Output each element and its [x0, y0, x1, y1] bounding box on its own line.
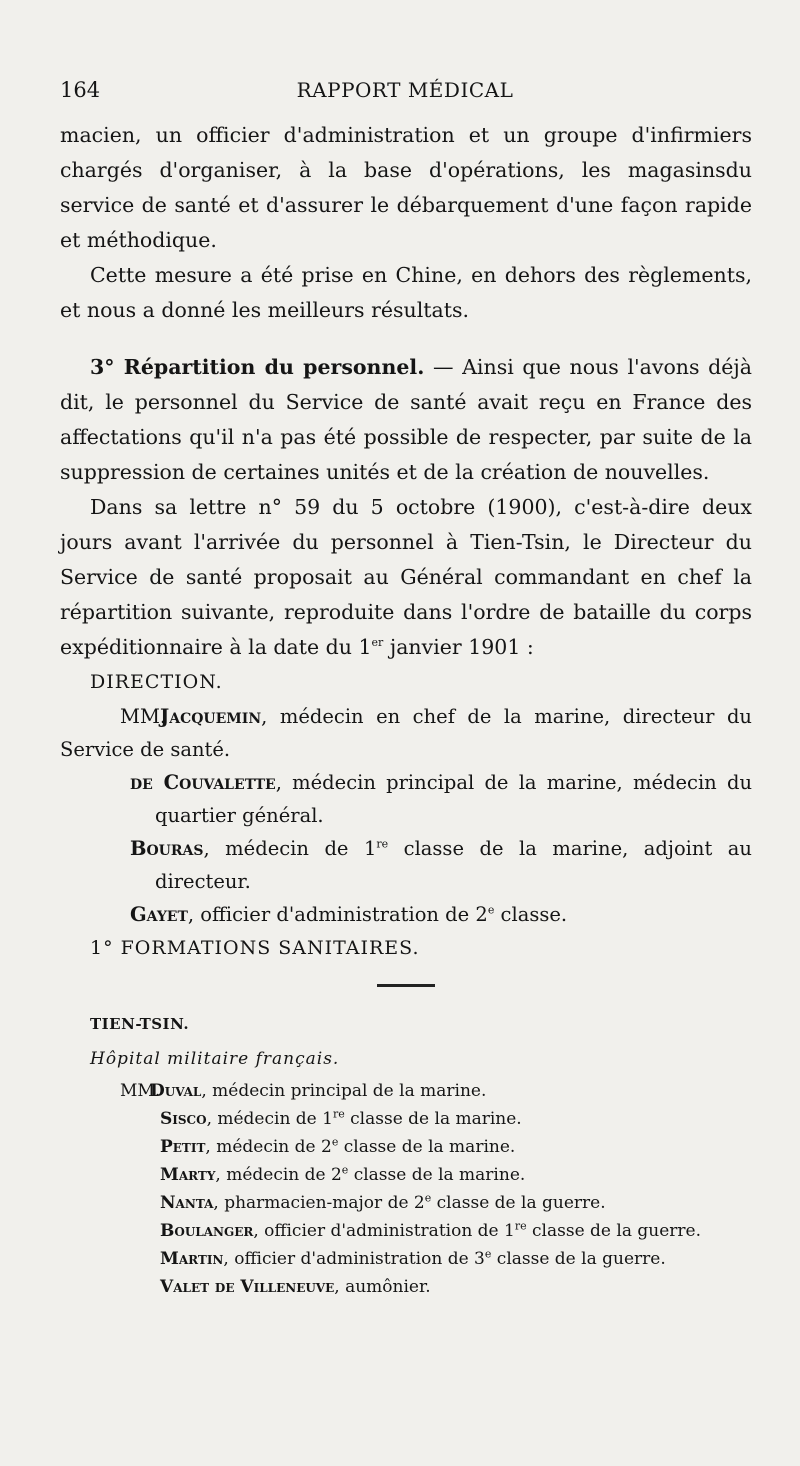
paragraph-4: Dans sa lettre n° 59 du 5 octobre (1900), c'est-à-dire deux jours avant l'arrivée du personnel à Tien-Tsin, le Directeur du Service de santé proposait au Général commandant en chef la répartition suivante, reproduite dans l'ordre de bataille du corps expéditionnaire à la date du 1er janvier 1901 :	[60, 495, 752, 659]
paragraph-3-text: — Ainsi que nous l'avons déjà dit, le personnel du Service de santé avait reçu en France des affectations qu'il n'a pas été possible de respecter, par suite de la suppression de certaines unités et de la création de nouvelles.	[60, 355, 752, 484]
staff-entry: Martin, officier d'administration de 3e classe de la guerre.	[160, 1247, 666, 1269]
paragraph-3	[60, 350, 752, 490]
hospital-heading: Hôpital militaire français.	[90, 1049, 340, 1069]
hospital-staff-list	[60, 1077, 752, 1301]
staff-entry: Petit, médecin de 2e classe de la marine.	[160, 1135, 516, 1157]
paragraph-1: macien, un officier d'administration et un groupe d'infirmiers chargés d'organiser, à la base d'opérations, les magasinsdu service de santé et d'assurer le débarquement d'une façon rapide et méthodique.	[60, 123, 752, 252]
direction-entry: Gayet, officier d'administration de 2e classe.	[130, 903, 568, 926]
staff-entry: Sisco, médecin de 1re classe de la marine.	[160, 1107, 522, 1129]
running-title: RAPPORT MÉDICAL	[296, 78, 514, 102]
mm-label: MM.	[120, 705, 167, 728]
direction-entry: MM.Jacquemin, médecin en chef de la marine, directeur du Service de santé.	[60, 700, 752, 766]
section-title: 3° Répartition du personnel.	[90, 355, 425, 379]
page-header	[60, 78, 750, 104]
mm-label: MM.	[120, 1081, 161, 1101]
city-heading: TIEN-TSIN.	[90, 1015, 190, 1033]
staff-entry: MM.Duval, médecin principal de la marine.	[60, 1077, 752, 1105]
direction-entry: Bouras, médecin de 1re classe de la marine, adjoint au directeur.	[130, 837, 752, 893]
page-number: 164	[60, 78, 101, 102]
paragraph-2: Cette mesure a été prise en Chine, en dehors des règlements, et nous a donné les meilleurs résultats.	[60, 263, 752, 322]
body-text	[60, 118, 752, 1301]
staff-entry: Valet de Villeneuve, aumônier.	[160, 1277, 431, 1297]
formations-heading: 1° FORMATIONS SANITAIRES.	[90, 937, 420, 959]
direction-entry: de Couvalette, médecin principal de la marine, médecin du quartier général.	[130, 771, 752, 827]
direction-heading: DIRECTION.	[90, 671, 223, 693]
staff-entry: Nanta, pharmacien-major de 2e classe de la guerre.	[160, 1191, 606, 1213]
staff-entry: Marty, médecin de 2e classe de la marine.	[160, 1163, 526, 1185]
staff-entry: Boulanger, officier d'administration de 1re classe de la guerre.	[160, 1219, 701, 1241]
divider-rule	[377, 984, 435, 987]
